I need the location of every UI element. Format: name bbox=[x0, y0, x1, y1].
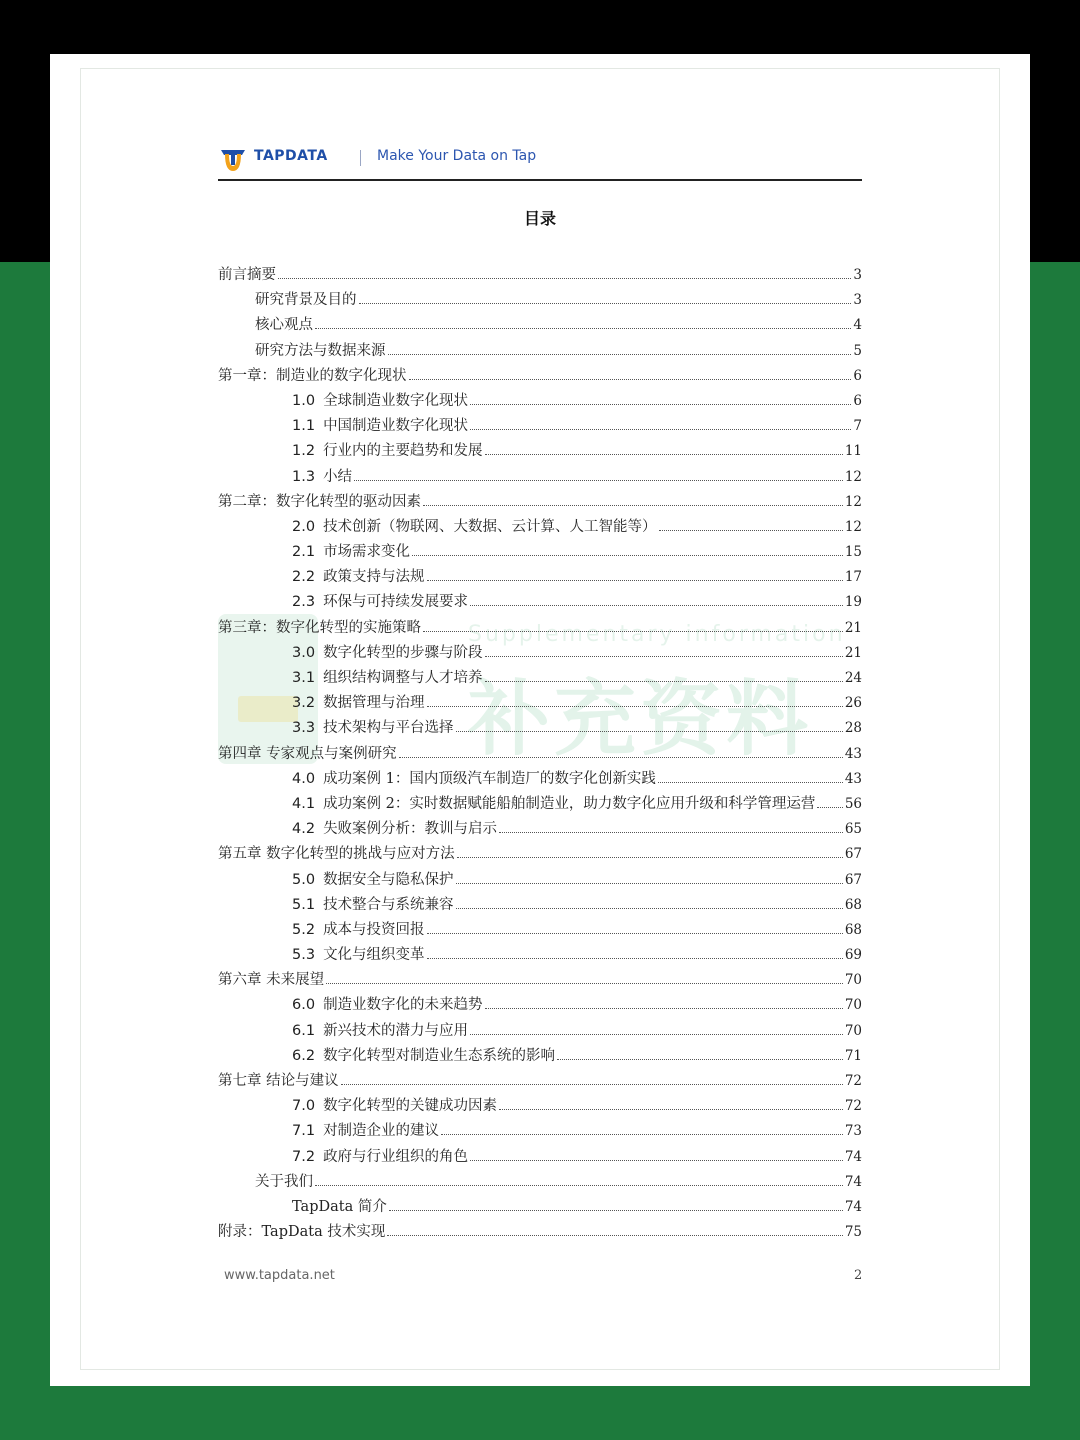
toc-dot-leader bbox=[427, 958, 843, 959]
toc-entry-number: 6.0 bbox=[292, 997, 316, 1014]
toc-dot-leader bbox=[470, 1034, 843, 1035]
toc-title: 目录 bbox=[523, 209, 556, 228]
toc-entry-page: 6 bbox=[853, 367, 862, 384]
toc-entry-number: 2.3 bbox=[292, 594, 316, 611]
toc-dot-leader bbox=[423, 631, 843, 632]
toc-entry-label: 组织结构调整与人才培养 bbox=[323, 670, 483, 686]
toc-entry-label: 核心观点 bbox=[255, 317, 313, 334]
toc-entry[interactable] bbox=[218, 339, 862, 364]
toc-entry-page: 19 bbox=[844, 594, 862, 611]
toc-entry[interactable] bbox=[218, 817, 862, 842]
toc-entry[interactable] bbox=[218, 1220, 862, 1245]
toc-entry-label: 数字化转型的关键成功因素 bbox=[323, 1098, 498, 1115]
toc-entry-page: 75 bbox=[844, 1224, 862, 1241]
toc-entry-number: 7.0 bbox=[292, 1098, 316, 1115]
toc-entry-page: 74 bbox=[844, 1148, 862, 1165]
toc-entry[interactable] bbox=[218, 263, 862, 288]
toc-dot-leader bbox=[441, 1134, 843, 1135]
toc-entry[interactable] bbox=[218, 968, 862, 993]
toc-entry[interactable] bbox=[218, 918, 862, 943]
toc-entry-page: 68 bbox=[844, 896, 862, 913]
toc-entry[interactable] bbox=[218, 1069, 862, 1094]
toc-dot-leader bbox=[470, 404, 851, 405]
toc-dot-leader bbox=[315, 1185, 843, 1186]
toc-entry-label: 失败案例分析：教训与启示 bbox=[323, 821, 498, 838]
toc-dot-leader bbox=[354, 480, 843, 481]
toc-entry-number: 5.3 bbox=[292, 947, 316, 964]
toc-entry-page: 73 bbox=[844, 1123, 862, 1140]
toc-entry-label: 附录：TapData 技术实现 bbox=[218, 1224, 386, 1241]
toc-entry-page: 5 bbox=[853, 342, 862, 359]
toc-entry-label: 研究方法与数据来源 bbox=[255, 342, 386, 359]
toc-entry-number: 1.1 bbox=[292, 418, 316, 435]
toc-dot-leader bbox=[817, 807, 842, 808]
toc-entry-page: 74 bbox=[844, 1173, 862, 1190]
document-header bbox=[218, 142, 862, 182]
toc-entry-number: 2.1 bbox=[292, 544, 316, 561]
toc-entry-number: 3.2 bbox=[292, 695, 316, 712]
toc-entry-label: 第一章：制造业的数字化现状 bbox=[218, 367, 407, 384]
toc-dot-leader bbox=[387, 1235, 842, 1236]
toc-entry[interactable] bbox=[218, 1044, 862, 1069]
toc-entry[interactable] bbox=[218, 364, 862, 389]
toc-dot-leader bbox=[409, 379, 852, 380]
toc-entry-label: 文化与组织变革 bbox=[323, 947, 425, 964]
toc-dot-leader bbox=[470, 605, 843, 606]
toc-entry[interactable] bbox=[218, 1119, 862, 1144]
toc-entry-page: 7 bbox=[853, 418, 862, 435]
toc-entry[interactable] bbox=[218, 616, 862, 641]
toc-entry[interactable] bbox=[218, 716, 862, 741]
toc-dot-leader bbox=[427, 706, 843, 707]
toc-entry-number: 4.1 bbox=[292, 795, 316, 812]
toc-entry[interactable] bbox=[218, 868, 862, 893]
toc-entry-label: 行业内的主要趋势和发展 bbox=[323, 443, 483, 460]
toc-entry-number: 2.2 bbox=[292, 569, 316, 586]
toc-entry-page: 72 bbox=[844, 1073, 862, 1089]
toc-entry-page: 17 bbox=[844, 569, 862, 586]
toc-entry-label: 数据安全与隐私保护 bbox=[323, 871, 454, 888]
document-page bbox=[50, 54, 1030, 1386]
toc-entry-page: 3 bbox=[853, 292, 862, 309]
toc-dot-leader bbox=[388, 354, 852, 355]
toc-entry-page: 43 bbox=[844, 770, 862, 787]
footer-page-number: 2 bbox=[854, 1268, 863, 1283]
toc-dot-leader bbox=[485, 681, 843, 682]
toc-dot-leader bbox=[485, 656, 843, 657]
toc-entry-label: 全球制造业数字化现状 bbox=[323, 392, 469, 409]
toc-entry-number: 5.2 bbox=[292, 921, 316, 938]
toc-entry-page: 74 bbox=[844, 1198, 862, 1215]
toc-entry-page: 69 bbox=[844, 947, 862, 964]
toc-entry-number: 3.3 bbox=[292, 720, 316, 737]
toc-entry[interactable] bbox=[218, 742, 862, 767]
toc-entry[interactable] bbox=[218, 691, 862, 716]
toc-list bbox=[218, 263, 862, 1245]
toc-entry[interactable] bbox=[218, 540, 862, 565]
toc-entry-page: 70 bbox=[844, 1022, 862, 1039]
toc-dot-leader bbox=[412, 555, 843, 556]
toc-entry-label: 前言摘要 bbox=[218, 267, 276, 283]
toc-entry-number: 1.3 bbox=[292, 468, 316, 485]
toc-dot-leader bbox=[423, 505, 843, 506]
watermark-chinese: 补充资料 bbox=[468, 672, 813, 767]
logo-wordmark: TAPDATA bbox=[254, 148, 328, 164]
toc-entry-page: 67 bbox=[844, 871, 862, 888]
toc-entry[interactable] bbox=[218, 993, 862, 1018]
toc-entry-label: 成功案例 2：实时数据赋能船舶制造业，助力数字化应用升级和科学管理运营 bbox=[323, 795, 816, 812]
toc-entry-label: 研究背景及目的 bbox=[255, 292, 357, 309]
toc-entry-label: 第七章 结论与建议 bbox=[218, 1073, 339, 1089]
toc-entry-number: 7.2 bbox=[292, 1148, 316, 1165]
toc-dot-leader bbox=[359, 303, 852, 304]
toc-entry-number: 1.2 bbox=[292, 443, 316, 460]
toc-dot-leader bbox=[456, 883, 843, 884]
toc-dot-leader bbox=[389, 1210, 843, 1211]
toc-entry[interactable] bbox=[218, 288, 862, 313]
toc-entry-number: 3.0 bbox=[292, 644, 316, 661]
toc-entry[interactable] bbox=[218, 1170, 862, 1195]
toc-entry-label: 技术架构与平台选择 bbox=[323, 720, 454, 737]
toc-entry-label: 数据管理与治理 bbox=[323, 695, 425, 712]
toc-entry-label: 成功案例 1：国内顶级汽车制造厂的数字化创新实践 bbox=[323, 770, 656, 787]
toc-entry-number: 5.1 bbox=[292, 896, 316, 913]
toc-dot-leader bbox=[470, 429, 851, 430]
toc-entry-label: 数字化转型对制造业生态系统的影响 bbox=[323, 1047, 556, 1064]
toc-entry-label: 政府与行业组织的角色 bbox=[323, 1148, 469, 1165]
toc-entry-label: 第二章：数字化转型的驱动因素 bbox=[218, 493, 421, 510]
toc-entry[interactable] bbox=[218, 590, 862, 615]
toc-entry[interactable] bbox=[218, 465, 862, 490]
toc-dot-leader bbox=[315, 328, 851, 329]
toc-entry[interactable] bbox=[218, 893, 862, 918]
toc-entry[interactable] bbox=[218, 565, 862, 590]
toc-dot-leader bbox=[499, 832, 843, 833]
tapdata-logo-icon bbox=[218, 144, 248, 174]
toc-entry-number: 2.0 bbox=[292, 518, 316, 535]
toc-entry-page: 65 bbox=[844, 821, 862, 838]
toc-entry[interactable] bbox=[218, 666, 862, 691]
toc-dot-leader bbox=[341, 1084, 843, 1085]
toc-entry-page: 43 bbox=[844, 745, 862, 762]
toc-entry[interactable] bbox=[218, 792, 862, 817]
toc-entry-label: 技术创新（物联网、大数据、云计算、人工智能等） bbox=[323, 518, 657, 535]
toc-entry-page: 21 bbox=[844, 644, 862, 661]
toc-entry-label: TapData 简介 bbox=[292, 1198, 387, 1215]
toc-dot-leader bbox=[499, 1109, 843, 1110]
toc-entry-page: 68 bbox=[844, 921, 862, 938]
toc-entry-page: 28 bbox=[844, 720, 862, 737]
toc-entry-page: 56 bbox=[844, 795, 862, 812]
toc-entry-label: 制造业数字化的未来趋势 bbox=[323, 997, 483, 1014]
toc-dot-leader bbox=[485, 454, 843, 455]
toc-entry-number: 6.2 bbox=[292, 1047, 316, 1064]
toc-entry-page: 70 bbox=[844, 972, 862, 989]
toc-entry-label: 小结 bbox=[323, 468, 353, 485]
toc-entry[interactable] bbox=[218, 1094, 862, 1119]
toc-entry[interactable] bbox=[218, 641, 862, 666]
toc-entry-page: 72 bbox=[844, 1098, 862, 1115]
toc-entry-label: 中国制造业数字化现状 bbox=[323, 418, 469, 435]
toc-entry-page: 11 bbox=[844, 443, 862, 460]
toc-entry[interactable] bbox=[218, 389, 862, 414]
toc-entry-label: 对制造企业的建议 bbox=[323, 1123, 440, 1140]
toc-dot-leader bbox=[659, 530, 843, 531]
toc-entry-page: 67 bbox=[844, 846, 862, 863]
toc-entry-label: 市场需求变化 bbox=[323, 544, 411, 561]
toc-dot-leader bbox=[278, 278, 851, 279]
toc-entry-number: 7.1 bbox=[292, 1123, 316, 1140]
toc-entry[interactable] bbox=[218, 943, 862, 968]
toc-entry[interactable] bbox=[218, 313, 862, 338]
toc-entry-label: 环保与可持续发展要求 bbox=[323, 594, 469, 611]
toc-entry-page: 71 bbox=[844, 1047, 862, 1064]
toc-dot-leader bbox=[456, 731, 843, 732]
toc-entry[interactable] bbox=[218, 414, 862, 439]
toc-entry-label: 成本与投资回报 bbox=[323, 921, 425, 938]
toc-entry-number: 4.2 bbox=[292, 821, 316, 838]
toc-entry-page: 24 bbox=[844, 670, 862, 686]
toc-dot-leader bbox=[399, 757, 843, 758]
toc-dot-leader bbox=[427, 580, 843, 581]
toc-entry-page: 15 bbox=[844, 544, 862, 561]
toc-entry-label: 第五章 数字化转型的挑战与应对方法 bbox=[218, 846, 455, 863]
toc-entry-number: 3.1 bbox=[292, 670, 316, 686]
toc-entry-label: 第三章：数字化转型的实施策略 bbox=[218, 619, 421, 636]
toc-entry-page: 26 bbox=[844, 695, 862, 712]
toc-entry[interactable] bbox=[218, 1195, 862, 1220]
toc-entry-page: 70 bbox=[844, 997, 862, 1014]
toc-dot-leader bbox=[470, 1160, 843, 1161]
toc-entry-number: 1.0 bbox=[292, 392, 316, 409]
toc-entry-label: 第六章 未来展望 bbox=[218, 972, 325, 989]
toc-entry-label: 数字化转型的步骤与阶段 bbox=[323, 644, 483, 661]
header-tagline: Make Your Data on Tap bbox=[377, 148, 537, 164]
toc-dot-leader bbox=[456, 908, 843, 909]
toc-entry-number: 4.0 bbox=[292, 770, 316, 787]
toc-entry-label: 关于我们 bbox=[255, 1173, 313, 1190]
toc-dot-leader bbox=[427, 933, 843, 934]
toc-entry[interactable] bbox=[218, 439, 862, 464]
toc-entry[interactable] bbox=[218, 515, 862, 540]
toc-entry[interactable] bbox=[218, 767, 862, 792]
header-separator bbox=[360, 150, 361, 166]
toc-dot-leader bbox=[658, 782, 843, 783]
toc-entry[interactable] bbox=[218, 1145, 862, 1170]
toc-entry-page: 3 bbox=[853, 267, 862, 283]
toc-entry[interactable] bbox=[218, 842, 862, 867]
toc-entry-page: 6 bbox=[853, 392, 862, 409]
toc-entry-page: 12 bbox=[844, 518, 862, 535]
footer-url: www.tapdata.net bbox=[224, 1268, 335, 1283]
toc-dot-leader bbox=[457, 857, 843, 858]
toc-entry-number: 5.0 bbox=[292, 871, 316, 888]
toc-entry-page: 4 bbox=[853, 317, 862, 334]
toc-entry-number: 6.1 bbox=[292, 1022, 316, 1039]
toc-entry-label: 第四章 专家观点与案例研究 bbox=[218, 745, 397, 762]
toc-dot-leader bbox=[557, 1059, 843, 1060]
toc-dot-leader bbox=[326, 983, 843, 984]
toc-entry-label: 政策支持与法规 bbox=[323, 569, 425, 586]
toc-entry-label: 新兴技术的潜力与应用 bbox=[323, 1022, 469, 1039]
toc-entry[interactable] bbox=[218, 1019, 862, 1044]
watermark-english: Supplementary information bbox=[468, 622, 846, 647]
toc-entry-page: 21 bbox=[844, 619, 862, 636]
toc-entry-page: 12 bbox=[844, 468, 862, 485]
toc-entry-page: 12 bbox=[844, 493, 862, 510]
toc-entry[interactable] bbox=[218, 490, 862, 515]
toc-entry-label: 技术整合与系统兼容 bbox=[323, 896, 454, 913]
header-rule bbox=[218, 179, 862, 181]
toc-dot-leader bbox=[485, 1008, 843, 1009]
